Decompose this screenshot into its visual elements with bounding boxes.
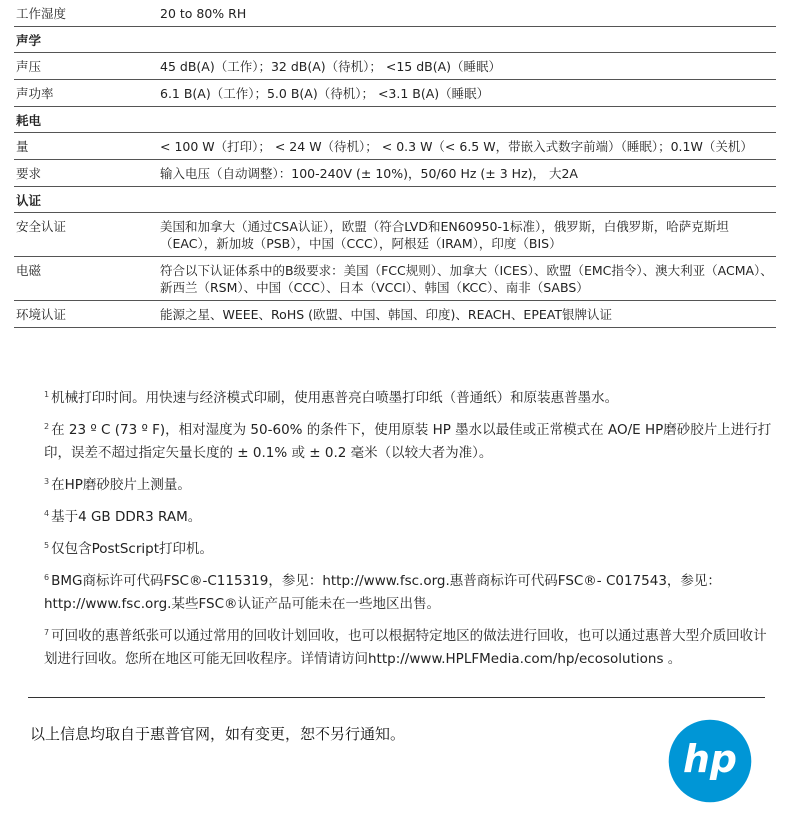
spec-value: 45 dB(A)（工作）；32 dB(A)（待机）； <15 dB(A)（睡眠） bbox=[160, 59, 502, 74]
footnote-3 bbox=[44, 470, 774, 497]
footnote-mark: 4 bbox=[44, 509, 50, 518]
spec-label: 环境认证 bbox=[16, 307, 67, 322]
footnote-7 bbox=[44, 621, 774, 671]
footnote-mark: 3 bbox=[44, 477, 50, 486]
footnote-text: 在HP磨砂胶片上测量。 bbox=[51, 477, 191, 493]
footnote-text: 机械打印时间。用快速与经济模式印刷，使用惠普亮白喷墨打印纸（普通纸）和原装惠普墨水。 bbox=[51, 390, 619, 406]
footnote-text: 在 23 º C (73 º F)，相对湿度为 50-60% 的条件下，使用原装 HP 墨水以最佳或正常模式在 AO/E HP磨砂胶片上进行打印，误差不超过指定矢量长度的 ± 0.1% 或 ± 0.2 毫米（以较大者为准）。 bbox=[44, 422, 772, 461]
spec-value: 美国和加拿大（通过CSA认证），欧盟（符合LVD和EN60950-1标准），俄罗斯，白俄罗斯，哈萨克斯坦（EAC），新加坡（PSB），中国（CCC），阿根廷（IRAM），印度（BIS） bbox=[160, 219, 729, 251]
footnote-5 bbox=[44, 534, 774, 561]
spec-table bbox=[14, 0, 776, 334]
spec-row-power-requirements bbox=[14, 160, 776, 187]
spec-label: 安全认证 bbox=[16, 219, 67, 234]
spec-label: 工作湿度 bbox=[16, 6, 67, 21]
spec-value: 6.1 B(A)（工作）；5.0 B(A)（待机）； <3.1 B(A)（睡眠） bbox=[160, 86, 490, 101]
spec-row-sound-power bbox=[14, 80, 776, 107]
spec-value: 符合以下认证体系中的B级要求：美国（FCC规则）、加拿大（ICES）、欧盟（EMC指令）、澳大利亚（ACMA）、新西兰（RSM）、中国（CCC）、日本（VCCI）、韩国（KCC）、南非（SABS） bbox=[160, 263, 773, 295]
section-certification-title: 认证 bbox=[14, 187, 776, 213]
footnote-1 bbox=[44, 383, 774, 410]
spec-value: 20 to 80% RH bbox=[160, 6, 247, 21]
section-power-title: 耗电 bbox=[14, 107, 776, 133]
spec-row-cutoff bbox=[14, 328, 776, 334]
spec-label: 声功率 bbox=[16, 86, 54, 101]
hp-logo-icon bbox=[667, 718, 753, 804]
footnote-text: 基于4 GB DDR3 RAM。 bbox=[51, 509, 202, 525]
footnote-2 bbox=[44, 415, 774, 465]
section-acoustics-title: 声学 bbox=[14, 27, 776, 53]
spec-label: 声压 bbox=[16, 59, 42, 74]
footnote-text: BMG商标许可代码FSC®-C115319，参见：http://www.fsc.org.惠普商标许可代码FSC®- C017543，参见：http://www.fsc.org.某些FSC®认证产品可能未在一些地区出售。 bbox=[44, 573, 721, 612]
spec-label: 要求 bbox=[16, 166, 42, 181]
footnote-mark: 5 bbox=[44, 541, 50, 550]
spec-row-power-consumption bbox=[14, 133, 776, 160]
spec-row-safety bbox=[14, 213, 776, 257]
footnote-mark: 7 bbox=[44, 628, 50, 637]
spec-value: 能源之星、WEEE、RoHS (欧盟、中国、韩国、印度)、REACH、EPEAT银牌认证 bbox=[160, 307, 612, 322]
footnote-text: 仅包含PostScript打印机。 bbox=[51, 541, 213, 557]
footnote-4 bbox=[44, 502, 774, 529]
hp-logo-text: hp bbox=[682, 737, 738, 782]
spec-row-emc bbox=[14, 257, 776, 301]
disclaimer-text: 以上信息均取自于惠普官网，如有变更，恕不另行通知。 bbox=[30, 725, 406, 743]
spec-row-environmental bbox=[14, 301, 776, 328]
spec-label: 电磁 bbox=[16, 263, 42, 278]
footnotes bbox=[44, 383, 774, 676]
spec-value: < 100 W（打印）； < 24 W（待机）； < 0.3 W（< 6.5 W，带嵌入式数字前端）（睡眠）；0.1W（关机） bbox=[160, 139, 753, 154]
footnote-mark: 2 bbox=[44, 422, 50, 431]
footnote-6 bbox=[44, 566, 774, 616]
footer-divider bbox=[28, 697, 765, 698]
spec-row-sound-pressure bbox=[14, 53, 776, 80]
spec-row-humidity bbox=[14, 0, 776, 27]
spec-value: 输入电压（自动调整）：100-240V (± 10%)，50/60 Hz (± 3 Hz)， 大2A bbox=[160, 166, 578, 181]
footnote-text: 可回收的惠普纸张可以通过常用的回收计划回收，也可以根据特定地区的做法进行回收，也可以通过惠普大型介质回收计划进行回收。您所在地区可能无回收程序。详情请访问http://www.HPLFMedia.com/hp/ecosolutions 。 bbox=[44, 628, 767, 667]
spec-label: 量 bbox=[16, 139, 29, 154]
footnote-mark: 1 bbox=[44, 390, 50, 399]
footnote-mark: 6 bbox=[44, 573, 50, 582]
